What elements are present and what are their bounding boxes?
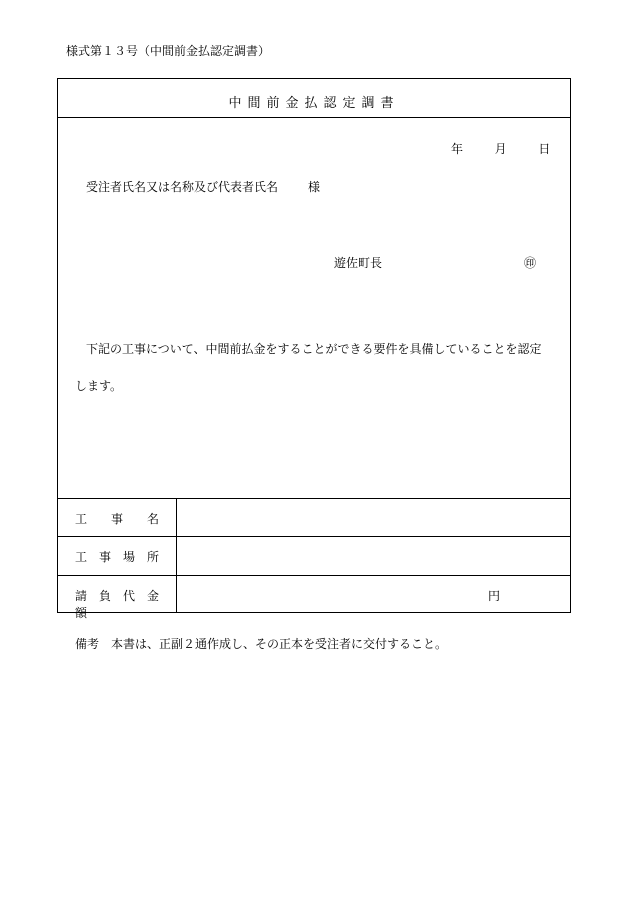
body-text-line-1: 下記の工事について、中間前払金をすることができる要件を具備していることを認定 [86,342,542,356]
label-column-divider [176,498,177,613]
issuer-name: 遊佐町長 [334,256,383,270]
year-label: 年 [451,142,464,156]
date-line [451,140,550,157]
day-label: 日 [538,142,551,156]
addressee-honorific: 様 [308,180,321,194]
document-title: 中間前金払認定調書 [228,96,400,111]
row-divider-2 [58,575,570,576]
row-divider-1 [58,536,570,537]
form-number-label: 様式第１３号（中間前金払認定調書） [66,44,271,58]
body-text-line-2: します。 [75,379,123,393]
table-top-border [58,498,570,499]
title-divider [58,117,570,118]
month-label: 月 [494,142,507,156]
addressee-line [86,178,320,195]
remarks-note: 備考 本書は、正副２通作成し、その正本を受注者に交付すること。 [75,637,448,651]
yen-unit: 円 [488,589,501,603]
certificate-frame: 中間前金払認定調書 年 月 日 受注者氏名又は名称及び代表者氏名 様 遊佐町長 ㊞ 下記の工事について、中間前払金をすることができる要件を具備していることを認定 します。 工 事 名 工 事 場 所 請 負 代 金 額 円 [57,78,571,613]
seal-mark: ㊞ [524,256,537,270]
addressee-label: 受注者氏名又は名称及び代表者氏名 [86,180,279,194]
